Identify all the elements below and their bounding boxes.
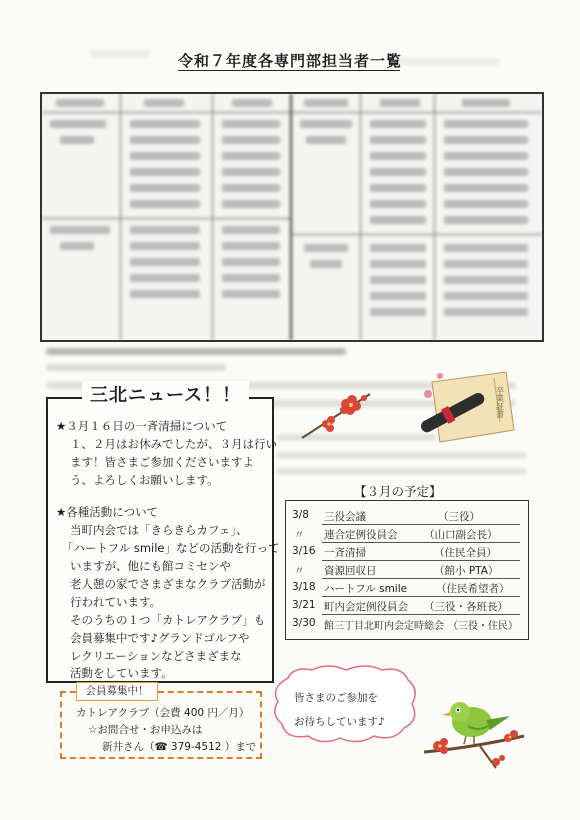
schedule-date: 3/21 xyxy=(292,599,316,611)
news-item1-line: １、２月はお休みでしたが、３月は行い xyxy=(70,437,277,451)
recruit-box xyxy=(60,691,262,759)
schedule-date: 〃 xyxy=(294,529,305,541)
news-box xyxy=(46,385,280,683)
news-item2-line: 老人憩の家でさまざまなクラブ活動が xyxy=(70,577,266,591)
schedule-divider xyxy=(322,578,520,579)
schedule-date: 〃 xyxy=(294,565,305,577)
schedule-event: 館三丁目北町内会定時総会 xyxy=(324,621,444,632)
schedule-attendee: （館小 PTA） xyxy=(434,565,499,577)
diploma-label: 卒業証書 xyxy=(495,386,505,418)
blurred-staff-table xyxy=(40,92,544,342)
schedule-title: 【３月の予定】 xyxy=(354,484,442,499)
news-item2-line: 当町内会では「きらきらカフェ」、 xyxy=(70,523,248,537)
schedule-divider xyxy=(322,596,520,597)
diploma-scroll-illustration xyxy=(410,368,518,450)
schedule-event: 連合定例役員会 xyxy=(324,529,398,541)
schedule-attendee: （山口副会長） xyxy=(424,529,498,541)
news-item2-line: レクリエーションなどさまざまな xyxy=(70,649,242,663)
news-item2-line: 会員募集中です♪グランドゴルフや xyxy=(70,631,250,645)
news-item1-line: う、よろしくお願いします。 xyxy=(70,473,219,487)
schedule-event: 一斉清掃 xyxy=(324,547,366,559)
news-title: 三北ニュース！！ xyxy=(82,381,249,407)
schedule-divider xyxy=(322,542,520,543)
title-underline xyxy=(178,70,400,71)
schedule-attendee: （住民全員） xyxy=(434,547,497,559)
recruit-line: カトレアクラブ（会費 400 円／月） xyxy=(76,707,250,719)
plum-blossom-branch-icon xyxy=(300,390,372,442)
news-item1-line: ★３月１６日の一斉清掃について xyxy=(56,419,228,433)
schedule-box xyxy=(285,500,529,640)
schedule-divider xyxy=(322,560,520,561)
news-item2-line: 「ハートフル smile」などの活動を行って xyxy=(62,541,280,555)
news-item2-line: 活動をしています。 xyxy=(70,666,173,680)
news-item2-line: いますが、他にも館コミセンや xyxy=(70,559,231,573)
page-title: 令和７年度各専門部担当者一覧 xyxy=(177,52,402,70)
schedule-event: 資源回収日 xyxy=(324,565,377,577)
bird xyxy=(442,702,510,744)
schedule-date: 3/18 xyxy=(292,581,316,593)
schedule-attendee: （三役・住民） xyxy=(448,621,518,632)
bird-on-plum-branch-icon xyxy=(420,690,530,770)
news-item2-line: そのうちの１つ「カトレアクラブ」も xyxy=(70,613,266,627)
recruit-line: ☆お問合せ・お申込みは xyxy=(88,724,203,736)
recruit-badge: 会員募集中！ xyxy=(76,682,158,701)
news-item2-line: ★各種活動について xyxy=(56,505,159,519)
schedule-attendee: （三役・各班長） xyxy=(424,601,508,613)
recruit-contact-line: 新井さん（☎ 379-4512 ）まで xyxy=(102,741,257,753)
schedule-divider xyxy=(322,524,520,525)
bubble-line: 皆さまのご参加を xyxy=(294,692,378,704)
schedule-event: 町内会定例役員会 xyxy=(324,601,408,613)
news-item2-line: 行われています。 xyxy=(70,595,162,609)
blurred-caption xyxy=(46,344,346,358)
schedule-date: 3/30 xyxy=(292,617,316,629)
schedule-attendee: （住民希望者） xyxy=(436,583,510,595)
schedule-date: 3/16 xyxy=(292,545,316,557)
schedule-date: 3/8 xyxy=(292,509,309,521)
schedule-divider xyxy=(322,614,520,615)
speech-bubble xyxy=(278,672,412,734)
schedule-event: ハートフル smile xyxy=(324,583,408,595)
schedule-attendee: （三役） xyxy=(438,511,480,523)
bubble-line: お待ちしています♪ xyxy=(294,716,385,728)
schedule-event: 三役会議 xyxy=(324,511,366,523)
news-item1-line: ます！皆さまご参加くださいますよ xyxy=(70,455,254,469)
